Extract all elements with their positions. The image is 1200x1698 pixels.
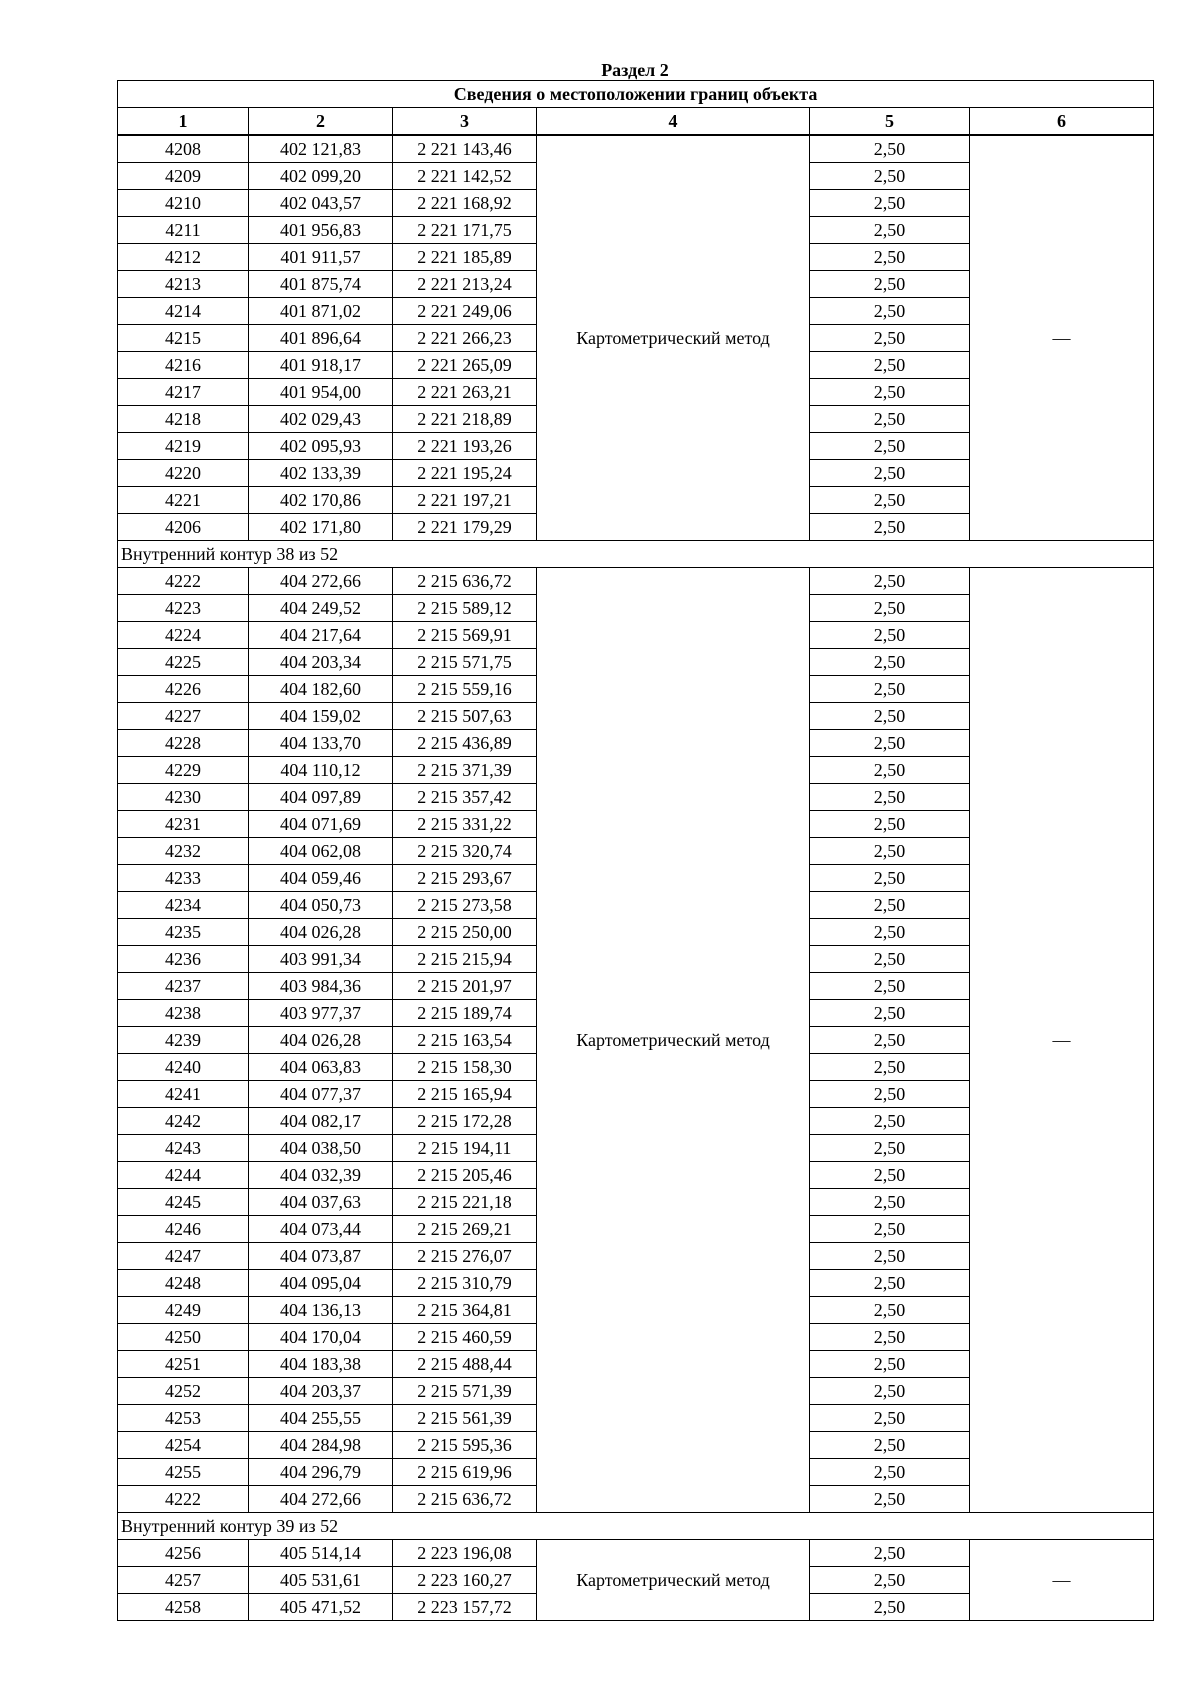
point-number: 4256 [118, 1540, 249, 1567]
coordinate-y: 2 215 273,58 [393, 892, 537, 919]
point-number: 4239 [118, 1027, 249, 1054]
coordinate-y: 2 221 218,89 [393, 406, 537, 433]
coordinate-y: 2 215 158,30 [393, 1054, 537, 1081]
point-number: 4224 [118, 622, 249, 649]
point-number: 4220 [118, 460, 249, 487]
coordinate-y: 2 215 357,42 [393, 784, 537, 811]
coordinate-x: 403 984,36 [249, 973, 393, 1000]
point-number: 4211 [118, 217, 249, 244]
point-number: 4242 [118, 1108, 249, 1135]
point-number: 4253 [118, 1405, 249, 1432]
contour-label-row [118, 1513, 1154, 1540]
coordinate-x: 402 095,93 [249, 433, 393, 460]
accuracy-value: 2,50 [810, 1540, 970, 1567]
coordinate-x: 404 082,17 [249, 1108, 393, 1135]
contour-label: Внутренний контур 38 из 52 [118, 541, 1154, 568]
accuracy-value: 2,50 [810, 1027, 970, 1054]
accuracy-value: 2,50 [810, 514, 970, 541]
coordinate-y: 2 215 571,75 [393, 649, 537, 676]
accuracy-value: 2,50 [810, 1054, 970, 1081]
coordinate-y: 2 215 619,96 [393, 1459, 537, 1486]
accuracy-value: 2,50 [810, 1486, 970, 1513]
accuracy-value: 2,50 [810, 1432, 970, 1459]
accuracy-value: 2,50 [810, 1567, 970, 1594]
coordinate-x: 401 956,83 [249, 217, 393, 244]
coordinate-x: 404 182,60 [249, 676, 393, 703]
accuracy-value: 2,50 [810, 811, 970, 838]
accuracy-value: 2,50 [810, 595, 970, 622]
coordinate-x: 404 038,50 [249, 1135, 393, 1162]
accuracy-value: 2,50 [810, 379, 970, 406]
contour-label-row [118, 541, 1154, 568]
column-number-row [118, 108, 1154, 136]
point-number: 4240 [118, 1054, 249, 1081]
coordinate-y: 2 221 168,92 [393, 190, 537, 217]
coordinate-y: 2 215 269,21 [393, 1216, 537, 1243]
coordinate-y: 2 215 293,67 [393, 865, 537, 892]
coordinate-x: 404 170,04 [249, 1324, 393, 1351]
coordinate-x: 404 073,87 [249, 1243, 393, 1270]
coordinate-x: 402 099,20 [249, 163, 393, 190]
coordinate-y: 2 215 205,46 [393, 1162, 537, 1189]
point-number: 4219 [118, 433, 249, 460]
point-number: 4232 [118, 838, 249, 865]
point-number: 4247 [118, 1243, 249, 1270]
accuracy-value: 2,50 [810, 190, 970, 217]
coordinate-y: 2 221 179,29 [393, 514, 537, 541]
point-number: 4228 [118, 730, 249, 757]
point-number: 4208 [118, 135, 249, 163]
coordinate-y: 2 215 194,11 [393, 1135, 537, 1162]
accuracy-value: 2,50 [810, 1216, 970, 1243]
note-cell: — [970, 1540, 1154, 1621]
coordinate-x: 404 272,66 [249, 1486, 393, 1513]
coordinate-x: 401 875,74 [249, 271, 393, 298]
coordinate-x: 404 255,55 [249, 1405, 393, 1432]
table-caption: Сведения о местоположении границ объекта [118, 81, 1154, 108]
coordinate-x: 403 977,37 [249, 1000, 393, 1027]
accuracy-value: 2,50 [810, 973, 970, 1000]
coordinate-y: 2 221 193,26 [393, 433, 537, 460]
coordinate-y: 2 215 163,54 [393, 1027, 537, 1054]
coordinate-x: 401 871,02 [249, 298, 393, 325]
point-number: 4257 [118, 1567, 249, 1594]
coordinate-x: 404 077,37 [249, 1081, 393, 1108]
point-number: 4248 [118, 1270, 249, 1297]
point-number: 4255 [118, 1459, 249, 1486]
accuracy-value: 2,50 [810, 135, 970, 163]
point-number: 4218 [118, 406, 249, 433]
coordinate-x: 404 095,04 [249, 1270, 393, 1297]
accuracy-value: 2,50 [810, 892, 970, 919]
coordinate-x: 404 026,28 [249, 1027, 393, 1054]
coordinate-x: 405 531,61 [249, 1567, 393, 1594]
accuracy-value: 2,50 [810, 1459, 970, 1486]
coordinate-y: 2 221 171,75 [393, 217, 537, 244]
column-number: 1 [118, 108, 249, 136]
accuracy-value: 2,50 [810, 838, 970, 865]
coordinate-x: 404 203,37 [249, 1378, 393, 1405]
coordinate-x: 404 296,79 [249, 1459, 393, 1486]
point-number: 4217 [118, 379, 249, 406]
point-number: 4215 [118, 325, 249, 352]
point-number: 4244 [118, 1162, 249, 1189]
point-number: 4234 [118, 892, 249, 919]
coordinate-x: 404 159,02 [249, 703, 393, 730]
coordinate-y: 2 223 160,27 [393, 1567, 537, 1594]
coordinate-x: 404 059,46 [249, 865, 393, 892]
coordinate-x: 404 110,12 [249, 757, 393, 784]
coordinate-x: 404 037,63 [249, 1189, 393, 1216]
point-number: 4225 [118, 649, 249, 676]
accuracy-value: 2,50 [810, 865, 970, 892]
accuracy-value: 2,50 [810, 1324, 970, 1351]
coordinate-y: 2 221 249,06 [393, 298, 537, 325]
point-number: 4223 [118, 595, 249, 622]
coordinate-y: 2 215 331,22 [393, 811, 537, 838]
coordinate-x: 401 896,64 [249, 325, 393, 352]
accuracy-value: 2,50 [810, 676, 970, 703]
accuracy-value: 2,50 [810, 1108, 970, 1135]
coordinate-y: 2 215 460,59 [393, 1324, 537, 1351]
accuracy-value: 2,50 [810, 784, 970, 811]
point-number: 4230 [118, 784, 249, 811]
coordinate-x: 404 073,44 [249, 1216, 393, 1243]
coordinate-y: 2 221 266,23 [393, 325, 537, 352]
accuracy-value: 2,50 [810, 1405, 970, 1432]
coordinate-y: 2 215 559,16 [393, 676, 537, 703]
coordinate-x: 404 133,70 [249, 730, 393, 757]
accuracy-value: 2,50 [810, 406, 970, 433]
coordinate-x: 404 063,83 [249, 1054, 393, 1081]
coordinate-y: 2 215 371,39 [393, 757, 537, 784]
column-number: 3 [393, 108, 537, 136]
accuracy-value: 2,50 [810, 730, 970, 757]
coordinate-x: 404 284,98 [249, 1432, 393, 1459]
coordinate-y: 2 223 196,08 [393, 1540, 537, 1567]
coordinate-x: 404 272,66 [249, 568, 393, 595]
point-number: 4246 [118, 1216, 249, 1243]
coordinate-y: 2 221 143,46 [393, 135, 537, 163]
accuracy-value: 2,50 [810, 1162, 970, 1189]
point-number: 4221 [118, 487, 249, 514]
coordinate-x: 404 217,64 [249, 622, 393, 649]
point-number: 4251 [118, 1351, 249, 1378]
coordinate-x: 402 171,80 [249, 514, 393, 541]
point-number: 4227 [118, 703, 249, 730]
point-number: 4216 [118, 352, 249, 379]
coordinate-x: 402 029,43 [249, 406, 393, 433]
point-number: 4250 [118, 1324, 249, 1351]
point-number: 4252 [118, 1378, 249, 1405]
point-number: 4214 [118, 298, 249, 325]
coordinate-y: 2 215 636,72 [393, 1486, 537, 1513]
accuracy-value: 2,50 [810, 649, 970, 676]
point-number: 4241 [118, 1081, 249, 1108]
coordinate-x: 402 133,39 [249, 460, 393, 487]
table-body [118, 135, 1154, 1621]
accuracy-value: 2,50 [810, 1081, 970, 1108]
coordinate-x: 401 954,00 [249, 379, 393, 406]
accuracy-value: 2,50 [810, 1189, 970, 1216]
column-number: 4 [537, 108, 810, 136]
coordinate-x: 404 062,08 [249, 838, 393, 865]
accuracy-value: 2,50 [810, 163, 970, 190]
caption-row [118, 81, 1154, 108]
point-number: 4222 [118, 568, 249, 595]
accuracy-value: 2,50 [810, 460, 970, 487]
coordinate-x: 404 183,38 [249, 1351, 393, 1378]
accuracy-value: 2,50 [810, 757, 970, 784]
note-cell: — [970, 568, 1154, 1513]
coordinate-y: 2 215 189,74 [393, 1000, 537, 1027]
boundary-table [117, 80, 1154, 1621]
column-number: 2 [249, 108, 393, 136]
accuracy-value: 2,50 [810, 568, 970, 595]
point-number: 4238 [118, 1000, 249, 1027]
coordinate-x: 405 514,14 [249, 1540, 393, 1567]
table-row [118, 1540, 1154, 1567]
accuracy-value: 2,50 [810, 1351, 970, 1378]
accuracy-value: 2,50 [810, 1378, 970, 1405]
document-page [117, 60, 1153, 1621]
coordinate-x: 404 071,69 [249, 811, 393, 838]
coordinate-y: 2 215 320,74 [393, 838, 537, 865]
accuracy-value: 2,50 [810, 352, 970, 379]
coordinate-x: 405 471,52 [249, 1594, 393, 1621]
point-number: 4258 [118, 1594, 249, 1621]
accuracy-value: 2,50 [810, 1135, 970, 1162]
point-number: 4235 [118, 919, 249, 946]
coordinate-y: 2 221 263,21 [393, 379, 537, 406]
table-row [118, 568, 1154, 595]
coordinate-y: 2 215 276,07 [393, 1243, 537, 1270]
point-number: 4206 [118, 514, 249, 541]
table-row [118, 135, 1154, 163]
coordinate-y: 2 215 571,39 [393, 1378, 537, 1405]
coordinate-y: 2 215 221,18 [393, 1189, 537, 1216]
coordinate-x: 401 911,57 [249, 244, 393, 271]
coordinate-y: 2 215 507,63 [393, 703, 537, 730]
coordinate-y: 2 221 195,24 [393, 460, 537, 487]
accuracy-value: 2,50 [810, 244, 970, 271]
point-number: 4249 [118, 1297, 249, 1324]
coordinate-y: 2 215 436,89 [393, 730, 537, 757]
accuracy-value: 2,50 [810, 1594, 970, 1621]
accuracy-value: 2,50 [810, 325, 970, 352]
coordinate-x: 404 203,34 [249, 649, 393, 676]
coordinate-y: 2 215 172,28 [393, 1108, 537, 1135]
coordinate-y: 2 223 157,72 [393, 1594, 537, 1621]
point-number: 4210 [118, 190, 249, 217]
accuracy-value: 2,50 [810, 487, 970, 514]
accuracy-value: 2,50 [810, 946, 970, 973]
point-number: 4222 [118, 1486, 249, 1513]
coordinate-y: 2 215 589,12 [393, 595, 537, 622]
section-title: Раздел 2 [601, 60, 669, 80]
point-number: 4209 [118, 163, 249, 190]
accuracy-value: 2,50 [810, 1270, 970, 1297]
accuracy-value: 2,50 [810, 1243, 970, 1270]
point-number: 4233 [118, 865, 249, 892]
accuracy-value: 2,50 [810, 622, 970, 649]
coordinate-x: 404 249,52 [249, 595, 393, 622]
coordinate-x: 403 991,34 [249, 946, 393, 973]
method-cell: Картометрический метод [537, 1540, 810, 1621]
accuracy-value: 2,50 [810, 433, 970, 460]
coordinate-x: 404 097,89 [249, 784, 393, 811]
coordinate-y: 2 221 265,09 [393, 352, 537, 379]
coordinate-y: 2 215 636,72 [393, 568, 537, 595]
accuracy-value: 2,50 [810, 1000, 970, 1027]
note-cell: — [970, 135, 1154, 541]
accuracy-value: 2,50 [810, 1297, 970, 1324]
point-number: 4213 [118, 271, 249, 298]
point-number: 4226 [118, 676, 249, 703]
coordinate-x: 401 918,17 [249, 352, 393, 379]
accuracy-value: 2,50 [810, 271, 970, 298]
coordinate-y: 2 221 213,24 [393, 271, 537, 298]
coordinate-y: 2 215 250,00 [393, 919, 537, 946]
coordinate-x: 404 026,28 [249, 919, 393, 946]
coordinate-y: 2 215 364,81 [393, 1297, 537, 1324]
coordinate-y: 2 221 185,89 [393, 244, 537, 271]
accuracy-value: 2,50 [810, 217, 970, 244]
point-number: 4254 [118, 1432, 249, 1459]
coordinate-y: 2 215 310,79 [393, 1270, 537, 1297]
coordinate-y: 2 215 201,97 [393, 973, 537, 1000]
accuracy-value: 2,50 [810, 298, 970, 325]
coordinate-x: 402 043,57 [249, 190, 393, 217]
method-cell: Картометрический метод [537, 135, 810, 541]
point-number: 4229 [118, 757, 249, 784]
coordinate-y: 2 221 197,21 [393, 487, 537, 514]
column-number: 5 [810, 108, 970, 136]
point-number: 4237 [118, 973, 249, 1000]
coordinate-y: 2 215 569,91 [393, 622, 537, 649]
coordinate-y: 2 215 488,44 [393, 1351, 537, 1378]
coordinate-x: 404 032,39 [249, 1162, 393, 1189]
coordinate-y: 2 215 595,36 [393, 1432, 537, 1459]
method-cell: Картометрический метод [537, 568, 810, 1513]
coordinate-y: 2 215 215,94 [393, 946, 537, 973]
coordinate-x: 404 050,73 [249, 892, 393, 919]
point-number: 4231 [118, 811, 249, 838]
point-number: 4245 [118, 1189, 249, 1216]
coordinate-x: 402 170,86 [249, 487, 393, 514]
coordinate-y: 2 221 142,52 [393, 163, 537, 190]
point-number: 4212 [118, 244, 249, 271]
coordinate-y: 2 215 165,94 [393, 1081, 537, 1108]
point-number: 4236 [118, 946, 249, 973]
accuracy-value: 2,50 [810, 919, 970, 946]
coordinate-x: 402 121,83 [249, 135, 393, 163]
coordinate-x: 404 136,13 [249, 1297, 393, 1324]
point-number: 4243 [118, 1135, 249, 1162]
coordinate-y: 2 215 561,39 [393, 1405, 537, 1432]
column-number: 6 [970, 108, 1154, 136]
accuracy-value: 2,50 [810, 703, 970, 730]
contour-label: Внутренний контур 39 из 52 [118, 1513, 1154, 1540]
